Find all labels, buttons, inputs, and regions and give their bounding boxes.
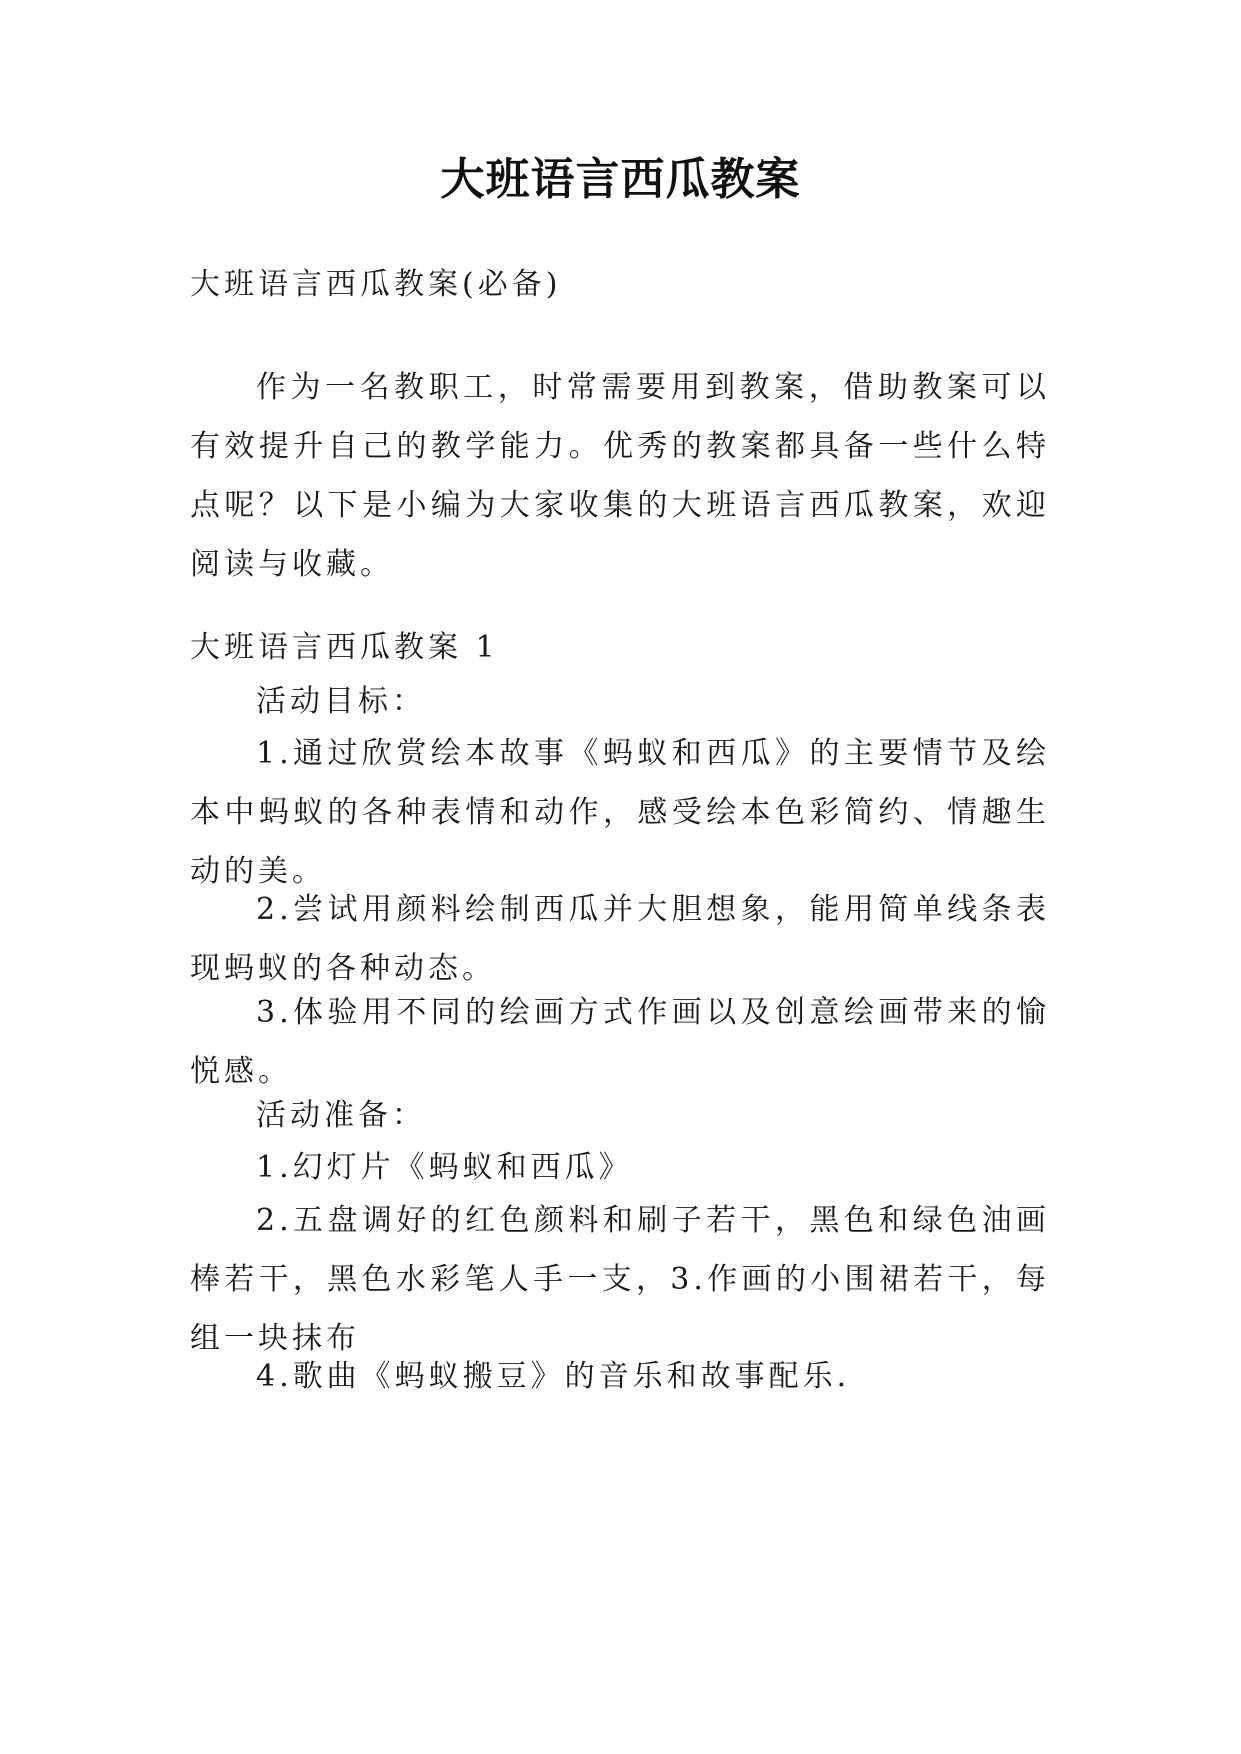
section-heading: 大班语言西瓜教案 1 xyxy=(190,630,499,665)
document-subtitle: 大班语言西瓜教案(必备) xyxy=(190,267,562,302)
goal-item-2: 2.尝试用颜料绘制西瓜并大胆想象，能用简单线条表现蚂蚁的各种动态。 xyxy=(190,892,1050,986)
goals-label: 活动目标： xyxy=(256,684,426,719)
prep-item-2: 2.五盘调好的红色颜料和刷子若干，黑色和绿色油画棒若干，黑色水彩笔人手一支，3.作画的小围裙若干，每组一块抹布 xyxy=(190,1203,1050,1356)
prep-item-4: 4.歌曲《蚂蚁搬豆》的音乐和故事配乐. xyxy=(256,1359,851,1394)
goal-item-1: 1.通过欣赏绘本故事《蚂蚁和西瓜》的主要情节及绘本中蚂蚁的各种表情和动作，感受绘本色彩简约、情趣生动的美。 xyxy=(190,736,1050,889)
prep-item-1: 1.幻灯片《蚂蚁和西瓜》 xyxy=(256,1150,633,1185)
prep-label: 活动准备： xyxy=(256,1098,426,1133)
document-title: 大班语言西瓜教案 xyxy=(440,154,801,205)
goal-item-3: 3.体验用不同的绘画方式作画以及创意绘画带来的愉悦感。 xyxy=(190,995,1050,1089)
intro-paragraph: 作为一名教职工，时常需要用到教案，借助教案可以有效提升自己的教学能力。优秀的教案都具备一些什么特点呢？以下是小编为大家收集的大班语言西瓜教案，欢迎阅读与收藏。 xyxy=(190,370,1050,582)
